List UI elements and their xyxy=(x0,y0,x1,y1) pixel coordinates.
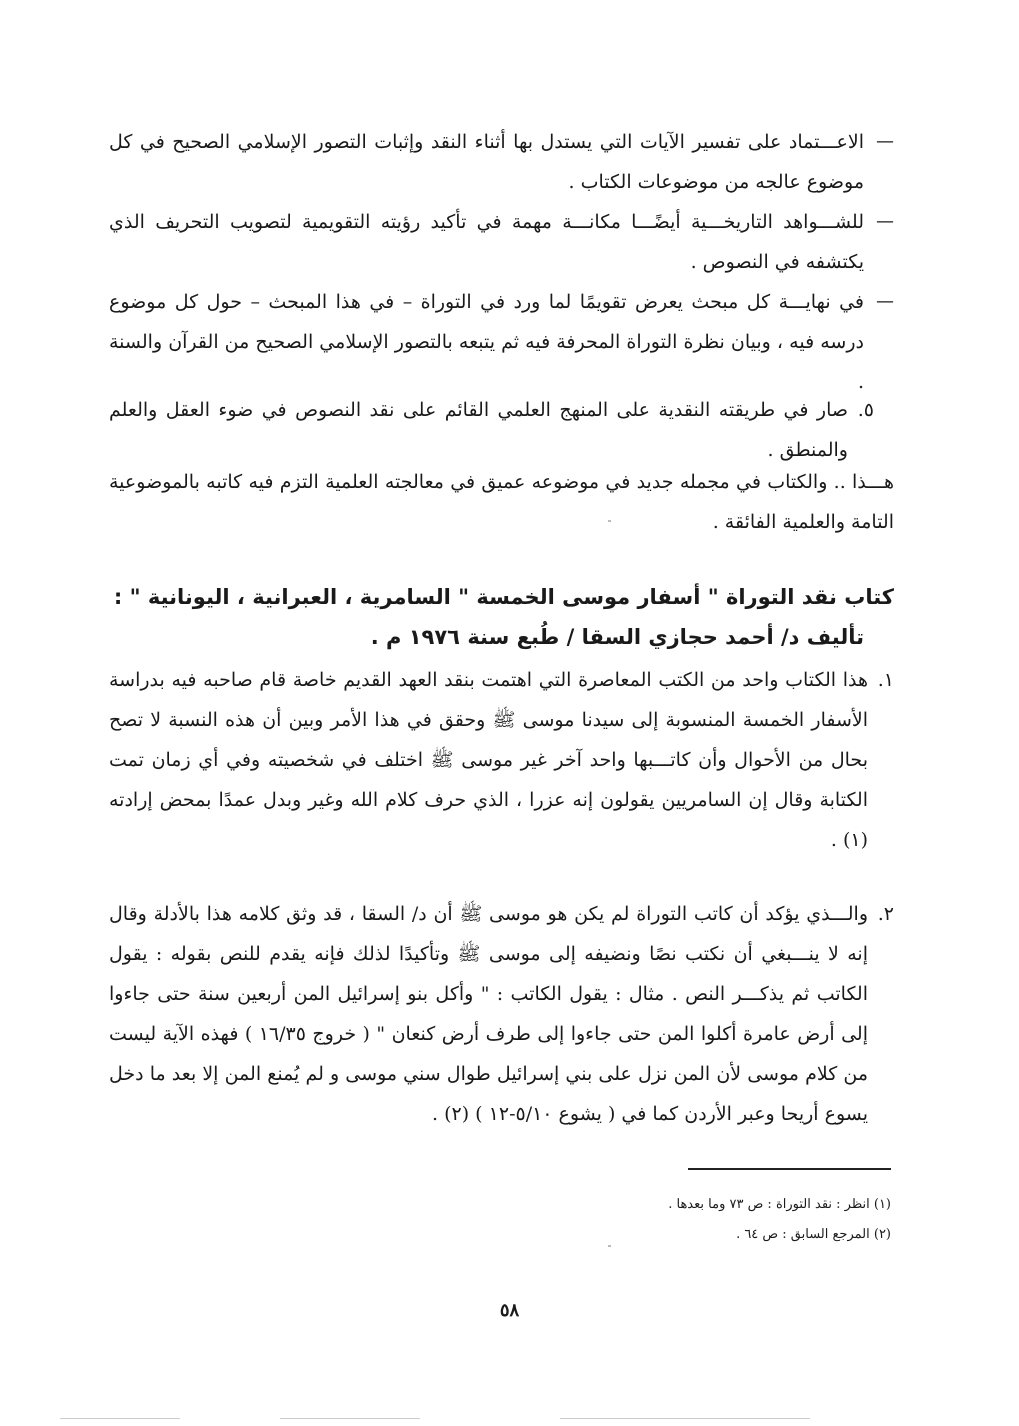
book-title-heading: كتاب نقد التوراة " أسفار موسى الخمسة " السامرية ، العبرانية ، اليونانية " : xyxy=(113,585,894,609)
point-text: هذا الكتاب واحد من الكتب المعاصرة التي اهتمت بنقد العهد القديم خاصة قام صاحبه فيه بدراسة الأسفار الخمسة المنسوبة إلى سيدنا موسى ﷺ وحقق في هذا الأمر وبين أن هذه النسبة لا تصح بحال من الأحوال وأن كاتـــبها واحد آخر غير موسى ﷺ اختلف في شخصيته وفي أي زمان تمت الكتابة وقال إن السامريين يقولون إنه عزرا ، الذي حرف كلام الله وغير وبدل عمدًا بمحض إرادته (١) . xyxy=(109,669,868,851)
bullet-text: الاعـــتماد على تفسير الآيات التي يستدل بها أثناء النقد وإثبات التصور الإسلامي الصحيح في كل موضوع عالجه من موضوعات الكتاب . xyxy=(109,131,864,193)
dash-mark: — xyxy=(876,131,894,152)
point-item xyxy=(109,894,894,1134)
item-text: صار في طريقته النقدية على المنهج العلمي القائم على نقد النصوص في ضوء العقل والعلم والمنطق . xyxy=(109,399,848,461)
numbered-points xyxy=(109,660,894,1134)
dash-mark: — xyxy=(876,291,894,312)
book-author-line: تأليف د/ أحمد حجازي السقا / طُبع سنة ١٩٧٦ م . xyxy=(370,625,864,649)
numbered-item-5 xyxy=(109,390,874,470)
page-number: ٥٨ xyxy=(499,1300,520,1321)
dash-mark: — xyxy=(876,211,894,232)
bullet-text: في نهايـــة كل مبحث يعرض تقويمًا لما ورد في التوراة – في هذا المبحث – حول كل موضوع درسه فيه ، وبيان نظرة التوراة المحرفة فيه ثم يتبعه بالتصور الإسلامي الصحيح من القرآن والسنة . xyxy=(109,291,864,393)
point-number: ١. xyxy=(877,669,894,691)
point-item xyxy=(109,660,894,860)
footnote-separator xyxy=(688,1168,891,1170)
scan-artifact-line xyxy=(560,1418,810,1419)
bullet-list xyxy=(109,122,894,402)
scan-artifact-line xyxy=(280,1418,420,1419)
point-text: والـــذي يؤكد أن كاتب التوراة لم يكن هو موسى ﷺ أن د/ السقا ، قد وثق كلامه هذا بالأدلة وقال إنه لا ينـــبغي أن نكتب نصًا ونضيفه إلى موسى ﷺ وتأكيدًا لذلك فإنه يقدم للنص بقوله : يقول الكاتب ثم يذكـــر النص . مثال : يقول الكاتب : " وأكل بنو إسرائيل المن أربعين سنة حتى جاءوا إلى أرض عامرة أكلوا المن حتى جاءوا إلى طرف أرض كنعان " ( خروج ١٦/٣٥ ) فهذه الآية ليست من كلام موسى لأن المن نزل على بني إسرائيل طوال سني موسى و لم يُمنع المن إلا بعد ما دخل يسوع أريحا وعبر الأردن كما في ( يشوع ٥/١٠-١٢ ) (٢) . xyxy=(109,903,868,1125)
footnote: (١) انظر : نقد التوراة : ص ٧٣ وما بعدها . xyxy=(668,1197,891,1212)
bullet-item xyxy=(109,282,894,402)
scan-artifact-line xyxy=(60,1418,180,1419)
footnote: (٢) المرجع السابق : ص ٦٤ . xyxy=(736,1227,891,1242)
scan-speck xyxy=(608,1245,611,1247)
item-number: ٥. xyxy=(857,399,874,421)
point-number: ٢. xyxy=(877,903,894,925)
footnotes xyxy=(391,1190,891,1250)
summary-paragraph: هـــذا .. والكتاب في مجمله جديد في موضوعه عميق في معالجته العلمية التزم فيه كاتبه بالموضوعية التامة والعلمية الفائقة . xyxy=(109,471,894,533)
scan-speck xyxy=(608,520,611,522)
bullet-item xyxy=(109,202,894,282)
bullet-item xyxy=(109,122,894,202)
bullet-text: للشـــواهد التاريخـــية أيضًـــا مكانـــة مهمة في تأكيد رؤيته التقويمية لتصويب التحريف الذي يكتشفه في النصوص . xyxy=(109,211,864,273)
